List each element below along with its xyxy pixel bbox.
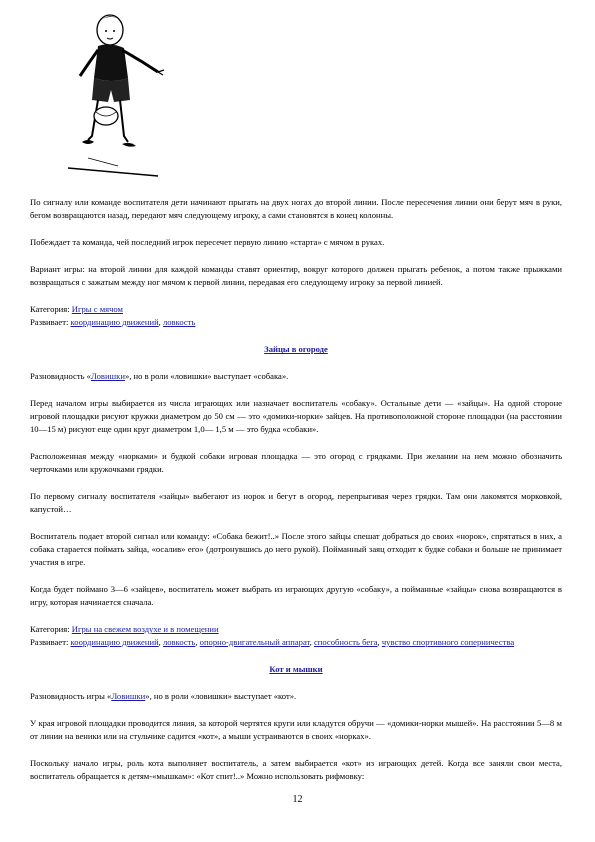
develops-link-agility[interactable]: ловкость: [162, 637, 196, 647]
lovishki-link[interactable]: Ловишки: [111, 691, 146, 701]
page-content: [30, 196, 562, 783]
develops-link-musculoskeletal[interactable]: опорно-двигательный аппарат: [199, 637, 310, 647]
category-label: Категория:: [30, 304, 70, 314]
develops-link-agility[interactable]: ловкость: [162, 317, 196, 327]
paragraph-hares-2: Расположенная между «норками» и будкой собаки игровая площадка — это огород с грядками. При желании на нем можно обозначить черточками или кружочками грядки.: [30, 451, 562, 474]
develops-link-running[interactable]: способность бега: [313, 637, 378, 647]
section-heading-hares: [30, 343, 562, 356]
develops-label: Развивает:: [30, 637, 69, 647]
lovishki-link[interactable]: Ловишки: [90, 371, 125, 381]
section-title-link-cat[interactable]: Кот и мышки: [269, 664, 323, 674]
section-heading-cat: [30, 663, 562, 676]
paragraph-hares-5: Когда будет поймано 3—6 «зайцев», воспитатель может выбрать из играющих другую «собаку», а пойманные «зайцы» снова возвращаются в игру, которая начинается сначала.: [30, 584, 562, 607]
page-number: 12: [292, 794, 303, 805]
paragraph-winner: Побеждает та команда, чей последний игрок пересечет первую линию «старта» с мячом в руках.: [30, 237, 385, 247]
paragraph-rules: По сигналу или команде воспитателя дети начинают прыгать на двух ногах до второй линии. После пересечения линии они берут мяч в руки, бегом возвращаются назад, передают мяч следующему игроку, а сами становятся в конец колонны.: [30, 197, 562, 220]
category-link-ball-games[interactable]: Игры с мячом: [71, 304, 123, 314]
category-label: Категория:: [30, 624, 70, 634]
section-title-link-hares[interactable]: Зайцы в огороде: [264, 344, 328, 354]
paragraph-hares-1: Перед началом игры выбирается из числа играющих или назначает воспитатель «собаку». Остальные дети — «зайцы». На одной стороне игровой площадки рисуют кружки диаметром до 50 см — это «домики-норки» зайцев. На противоположной стороне площадки (на расстоянии 10—15 м) рисуют еще один круг диаметром 1,0— 1,5 м — это будка «собаки».: [30, 398, 562, 434]
develops-link-coordination[interactable]: координацию движений: [70, 637, 159, 647]
develops-link-coordination[interactable]: координацию движений: [70, 317, 159, 327]
paragraph-cat-1: У края игровой площадки проводится линия, за которой чертятся круги или кладутся обручи — «домики-норки мышей». На расстоянии 5—8 м от линии на веники или на стульчике садится «кот», а мыши устраиваются в своих «норках».: [30, 718, 562, 741]
paragraph-cat-variant: Разновидность игры «Ловишки», но в роли «ловишки» выступает «кот».: [30, 691, 297, 701]
paragraph-variant: Вариант игры: на второй линии для каждой команды ставят ориентир, вокруг которого должен прыгать ребенок, а потом также прыжками возвращаться с зажатым между ног мячом к первой линии, передавая его следующему игроку за первой линией.: [30, 264, 562, 287]
category-block-2: Категория: Игры на свежем воздухе и в помещении Развивает: координацию движений, ловкость, опорно-двигательный аппарат, способность бега, чувство спортивного соперничества: [30, 624, 515, 647]
category-block-1: Категория: Игры с мячом Развивает: координацию движений, ловкость: [30, 304, 196, 327]
paragraph-hares-4: Воспитатель подает второй сигнал или команду: «Собака бежит!..» После этого зайцы спешат добраться до своих «норок», спрятаться в них, а собака старается поймать зайца, «осалив» его» (дотронувшись до него рукой). Пойманный заяц отходит к будке собаки и больше не принимает участия в игре.: [30, 531, 562, 567]
develops-link-competition[interactable]: чувство спортивного соперничества: [381, 637, 515, 647]
paragraph-hares-3: По первому сигналу воспитателя «зайцы» выбегают из норок и бегут в огород, перепрыгивая через грядки. Там они лакомятся морковкой, капустой…: [30, 491, 562, 514]
develops-label: Развивает:: [30, 317, 69, 327]
boy-throwing-ball-drawing-icon: [58, 8, 168, 178]
paragraph-cat-2: Поскольку начало игры, роль кота выполняет воспитатель, а затем выбирается «кот» из играющих детей. Когда все заняли свои места, воспитатель обращается к детям-«мышкам»: «Кот спит!..» Можно использовать рифмовку:: [30, 758, 562, 781]
category-link-outdoor-games[interactable]: Игры на свежем воздухе и в помещении: [71, 624, 219, 634]
paragraph-hares-variant: Разновидность «Ловишки», но в роли «ловишки» выступает «собака».: [30, 371, 289, 381]
